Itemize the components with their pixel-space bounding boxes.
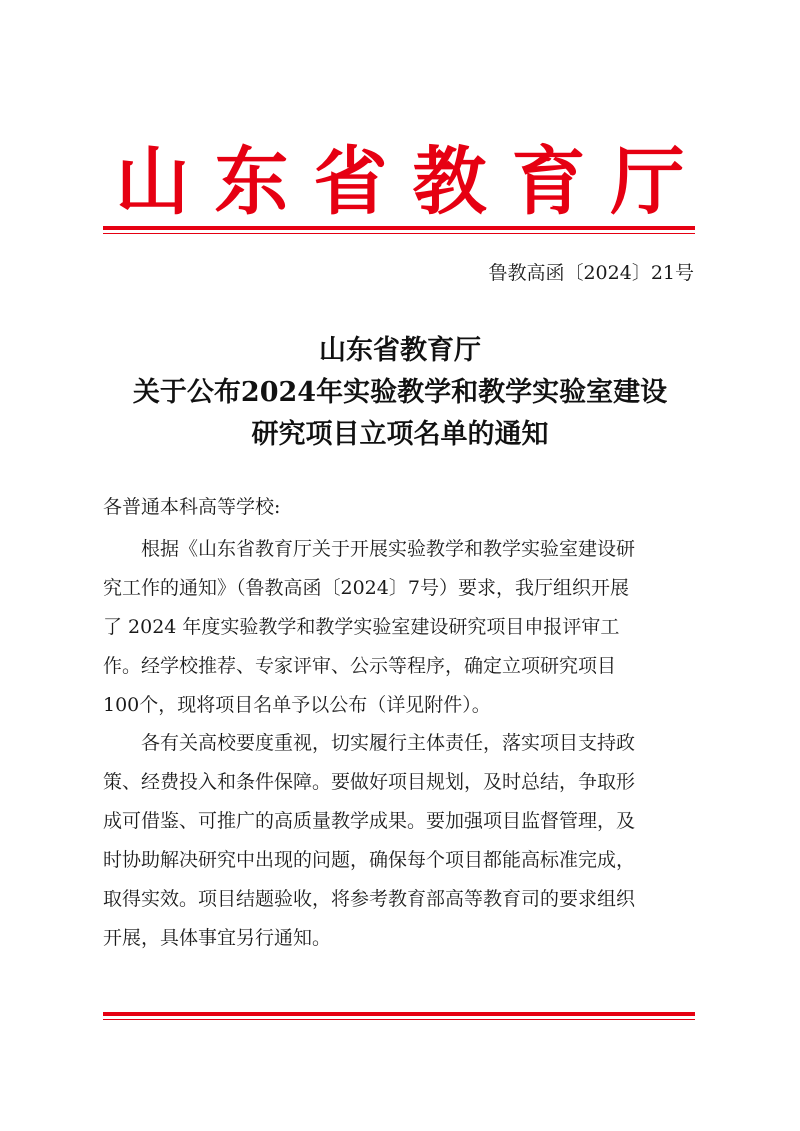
paragraph-line: 开展，具体事宜另行通知。	[103, 927, 332, 949]
document-number: 鲁教高函〔2024〕21号	[488, 262, 694, 284]
issuer-masthead: 山东省教育厅	[115, 139, 710, 225]
paragraph-line: 了 2024 年度实验教学和教学实验室建设研究项目申报评审工	[103, 616, 620, 638]
title-line: 山东省教育厅	[319, 335, 481, 366]
title-line: 关于公布2024年实验教学和教学实验室建设	[132, 377, 668, 408]
paragraph-line: 取得实效。项目结题验收，将参考教育部高等教育司的要求组织	[103, 888, 636, 910]
paragraph-line: 究工作的通知》（鲁教高函〔2024〕7号）要求，我厅组织开展	[103, 577, 629, 599]
body-paragraph-2	[103, 724, 695, 958]
body-paragraph-1	[103, 530, 695, 725]
paragraph-line: 100个，现将项目名单予以公布（详见附件）。	[103, 694, 491, 716]
footer-divider-thick	[103, 1012, 695, 1016]
paragraph-line: 成可借鉴、可推广的高质量教学成果。要加强项目监督管理，及	[103, 810, 636, 832]
document-title	[0, 330, 800, 456]
paragraph-line: 各有关高校要度重视，切实履行主体责任，落实项目支持政	[103, 732, 636, 754]
title-line: 研究项目立项名单的通知	[251, 419, 549, 450]
footer-divider-thin	[103, 1019, 695, 1020]
paragraph-line: 时协助解决研究中出现的问题，确保每个项目都能高标准完成，	[103, 849, 636, 871]
header-divider-thin	[103, 233, 695, 234]
header-divider-thick	[103, 226, 695, 230]
addressee: 各普通本科高等学校:	[103, 496, 281, 518]
paragraph-line: 策、经费投入和条件保障。要做好项目规划，及时总结，争取形	[103, 771, 636, 793]
paragraph-line: 作。经学校推荐、专家评审、公示等程序，确定立项研究项目	[103, 655, 617, 677]
paragraph-line: 根据《山东省教育厅关于开展实验教学和教学实验室建设研	[103, 538, 636, 560]
